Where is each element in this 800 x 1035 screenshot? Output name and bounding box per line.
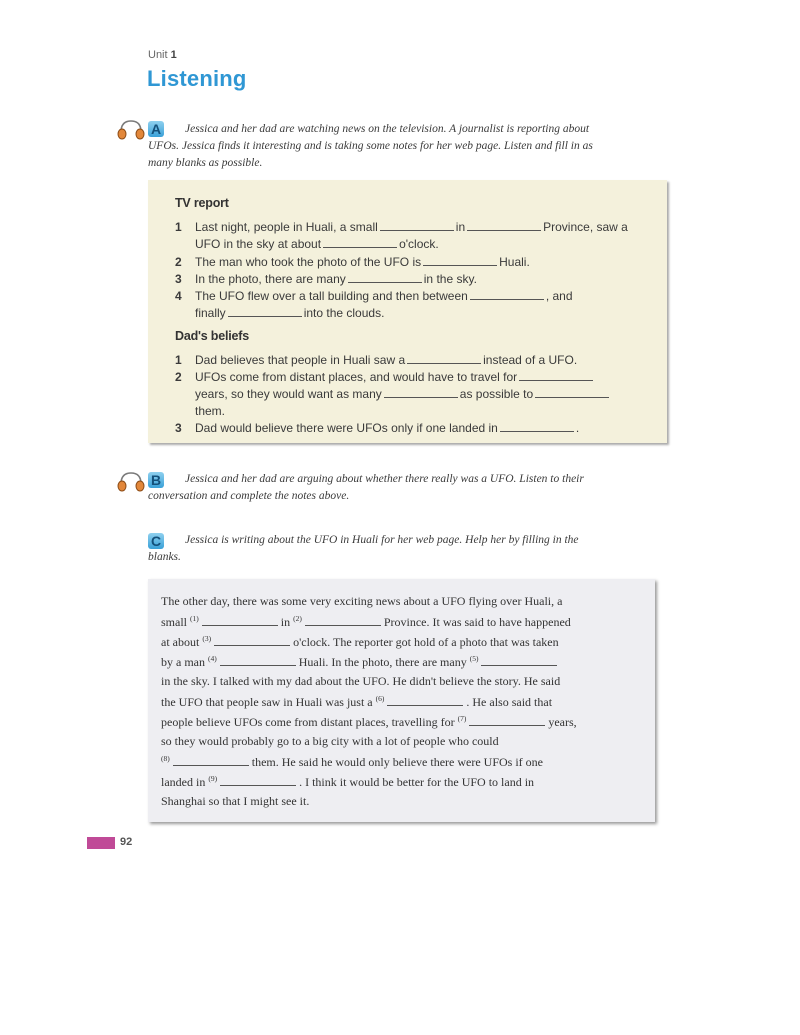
page-number: 92 [120,836,133,848]
dad-item-2: UFOs come from distant places, and would have to travel for [195,370,595,384]
section-c-instruction-line2: blanks. [148,551,181,563]
passage-line: landed in $^{(9)}$ . I think it would be better for the UFO to land in [161,774,535,789]
tv-item-3: In the photo, there are many in the sky. [195,272,477,286]
section-c-instruction-line1: Jessica is writing about the UFO in Huali for her web page. Help her by filling in the [185,534,579,546]
section-c-marker: C [148,533,164,549]
notes-box [148,180,667,443]
passage-line: at about $^{(3)}$ o'clock. The reporter got hold of a photo that was taken [161,634,559,649]
tv-report-heading: TV report [175,196,229,210]
blank[interactable] [214,635,290,646]
blank[interactable] [323,237,397,248]
passage-line: people believe UFOs come from distant places, travelling for $^{(7)}$ years, [161,714,577,729]
section-b-instruction-line2: conversation and complete the notes above. [148,490,350,502]
page-title: Listening [147,66,247,91]
section-a-marker: A [148,121,164,137]
blank[interactable] [380,220,454,231]
blank[interactable] [470,289,544,300]
dad-item-3: Dad would believe there were UFOs only if one landed in . [195,421,580,435]
tv-item-number: 1 [175,220,182,234]
passage-line: in the sky. I talked with my dad about the UFO. He didn't believe the story. He said [161,674,561,688]
blank[interactable] [173,755,249,766]
blank[interactable] [387,695,463,706]
blank[interactable] [467,220,541,231]
unit-label: Unit 1 [148,49,177,61]
section-b-marker: B [148,472,164,488]
tv-item-4: The UFO flew over a tall building and then between , and [195,289,573,303]
passage-line: The other day, there was some very exciting news about a UFO flying over Huali, a [161,594,563,608]
blank[interactable] [500,421,574,432]
page-number-bar [87,837,115,849]
blank[interactable] [348,272,422,283]
tv-item-number: 4 [175,289,182,303]
tv-item-1: Last night, people in Huali, a small in Province, saw a [195,220,628,234]
passage-line: the UFO that people saw in Huali was just a $^{(6)}$ . He also said that [161,694,553,709]
headphones-icon [116,118,146,140]
passage-line: small $^{(1)}$ in $^{(2)}$ Province. It was said to have happened [161,614,571,629]
dad-item-number: 1 [175,353,182,367]
blank[interactable] [519,370,593,381]
blank[interactable] [481,655,557,666]
blank[interactable] [384,387,458,398]
dad-item-number: 3 [175,421,182,435]
blank[interactable] [220,775,296,786]
blank[interactable] [423,255,497,266]
passage-line: Shanghai so that I might see it. [161,794,310,808]
blank[interactable] [535,387,609,398]
blank[interactable] [407,353,481,364]
section-a-instruction-line1: Jessica and her dad are watching news on the television. A journalist is reporting about [185,123,590,135]
blank[interactable] [469,715,545,726]
section-b-instruction-line1: Jessica and her dad are arguing about whether there really was a UFO. Listen to their [185,473,584,485]
passage-line: so they would probably go to a big city with a lot of people who could [161,734,499,748]
dad-item-number: 2 [175,370,182,384]
section-a-instruction-line3: many blanks as possible. [148,157,263,169]
passage-line: $^{(8)}$ them. He said he would only believe there were UFOs if one [161,754,544,769]
dads-beliefs-heading: Dad's beliefs [175,329,250,343]
tv-item-number: 2 [175,255,182,269]
tv-item-4-cont: finally into the clouds. [195,306,385,320]
blank[interactable] [220,655,296,666]
dad-item-2-cont2: them. [195,404,226,418]
blank[interactable] [228,306,302,317]
passage-line: by a man $^{(4)}$ Huali. In the photo, there are many $^{(5)}$ [161,654,560,670]
passage-box [148,579,655,822]
blank[interactable] [202,615,278,626]
blank[interactable] [305,615,381,626]
dad-item-1: Dad believes that people in Huali saw a instead of a UFO. [195,353,578,367]
tv-item-1-cont: UFO in the sky at about o'clock. [195,237,439,251]
section-a-instruction-line2: UFOs. Jessica finds it interesting and is taking some notes for her web page. Listen and fill in as [148,140,593,152]
dad-item-2-cont: years, so they would want as many as possible to [195,387,611,401]
headphones-icon [116,470,146,492]
tv-item-number: 3 [175,272,182,286]
tv-item-2: The man who took the photo of the UFO is Huali. [195,255,530,269]
